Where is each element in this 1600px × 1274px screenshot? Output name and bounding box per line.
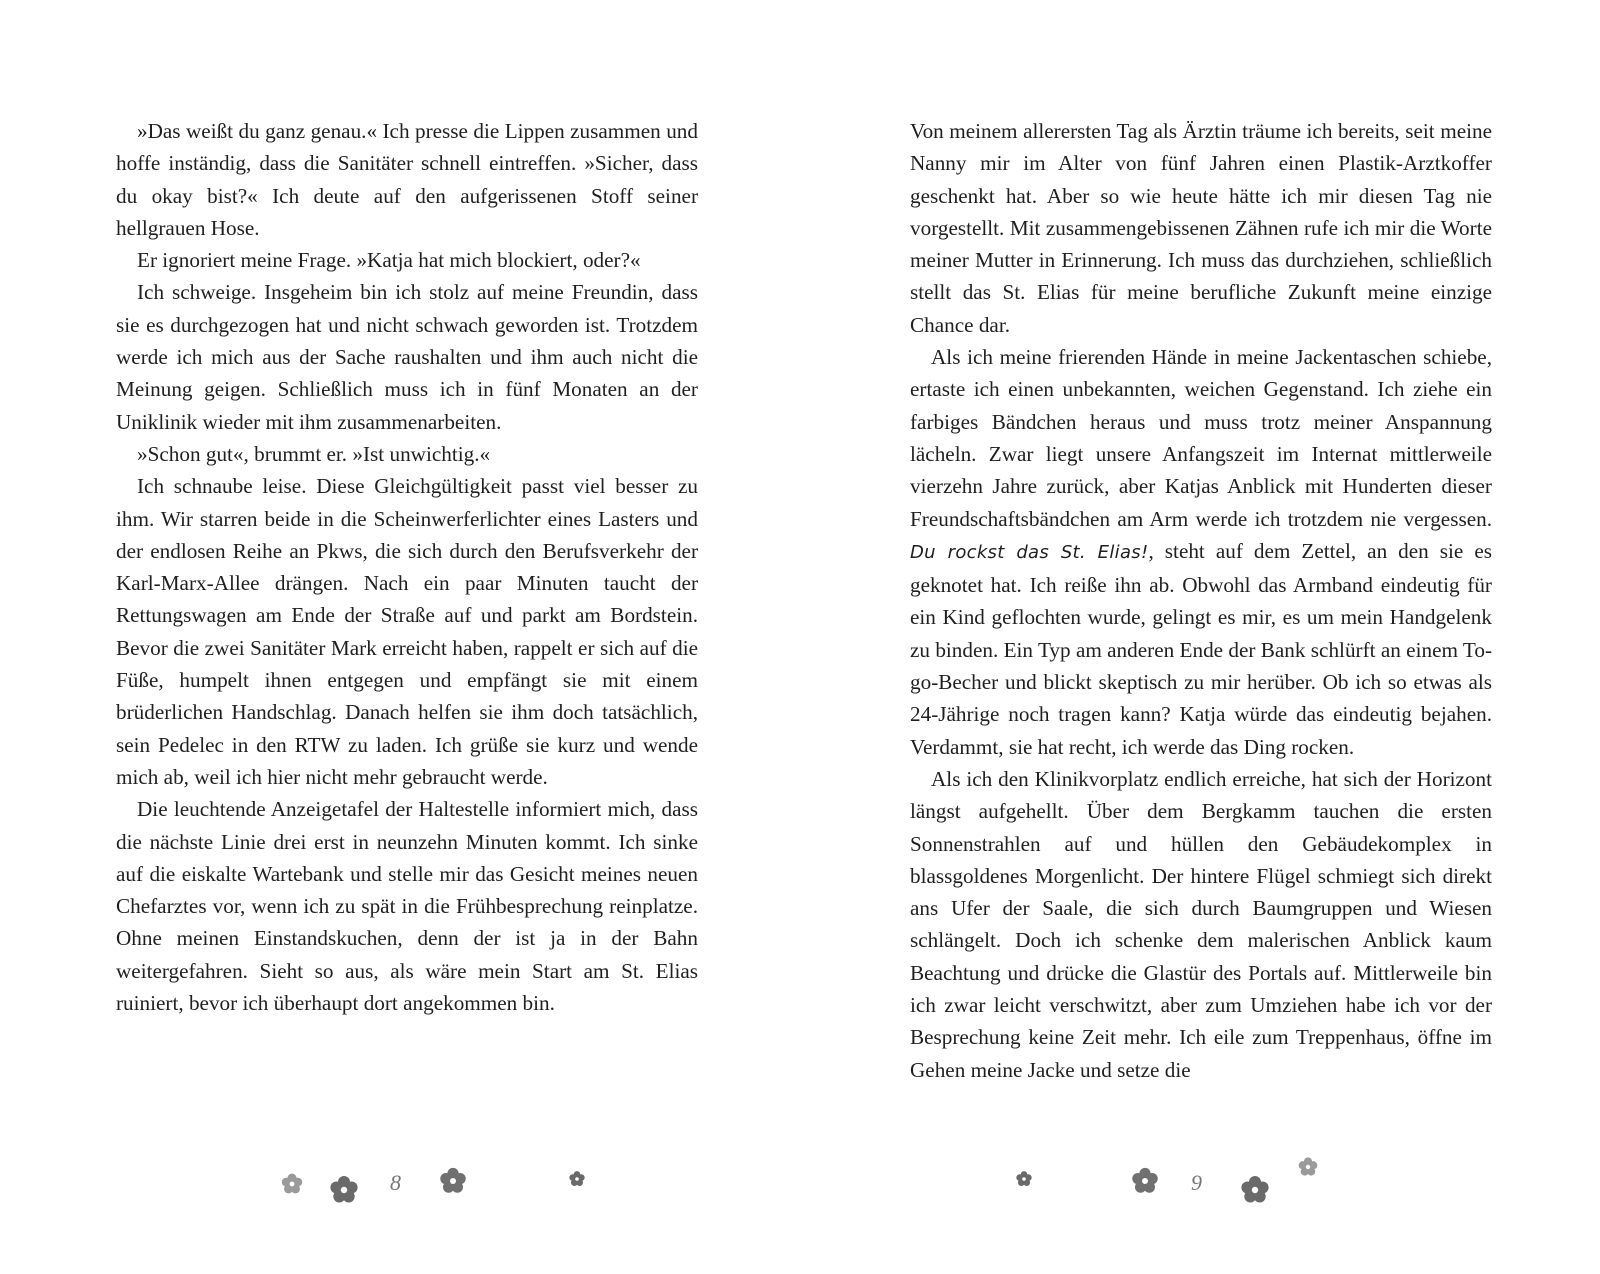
paragraph: Die leuchtende Anzeigetafel der Haltestelle informiert mich, dass die nächste Linie drei erst in neunzehn Minuten kommt. Ich sinke auf die eiskalte Wartebank und stelle mir das Gesicht meines neuen Chefarztes vor, wenn ich zu spät in die Frühbesprechung reinplatze. Ohne meinen Einstandskuchen, denn der ist ja in der Bahn weitergefahren. Sieht so aus, als wäre mein Start am St. Elias ruiniert, bevor ich überhaupt dort angekommen bin. xyxy=(116,797,698,1016)
paragraph-text: Als ich meine frierenden Hände in meine Jackentaschen schiebe, ertaste ich einen unbekannten, weichen Gegenstand. Ich ziehe ein farbiges Bändchen heraus und muss trotz meiner Anspannung lächeln. Zwar liegt unsere Anfangszeit im Internat mittlerweile vierzehn Jahre zurück, aber Katjas Anblick mit Hunderten dieser Freundschaftsbändchen am Arm werde ich trotzdem nie vergessen. xyxy=(910,345,1492,531)
left-page-footer xyxy=(270,1170,630,1240)
flower-icon xyxy=(438,1166,468,1201)
paragraph: Als ich den Klinikvorplatz endlich erreiche, hat sich der Horizont längst aufgehellt. Über dem Bergkamm tauchen die ersten Sonnenstrahlen auf und hüllen den Gebäudekomplex in blassgoldenes Morgenlicht. Der hintere Flügel schmiegt sich direkt ans Ufer der Saale, die sich durch Baumgruppen und Wiesen schlängelt. Doch ich schenke dem malerischen Anblick kaum Beachtung und drücke die Glastür des Portals auf. Mittlerweile bin ich zwar leicht verschwitzt, aber zum Umziehen habe ich vor der Besprechung keine Zeit mehr. Ich eile zum Treppenhaus, öffne im Gehen meine Jacke und setze die xyxy=(910,766,1492,1082)
flower-icon xyxy=(280,1172,304,1201)
right-page xyxy=(910,115,1492,1086)
flower-icon xyxy=(568,1170,586,1193)
paragraph: Ich schweige. Insgeheim bin ich stolz auf meine Freundin, dass sie es durchgezogen hat und nicht schwach geworden ist. Trotzdem werde ich mich aus der Sache raushalten und ihm auch nicht die Meinung geigen. Schließlich muss ich in fünf Monaten an der Uniklinik wieder mit ihm zusammenarbeiten. xyxy=(116,280,698,434)
flower-icon xyxy=(1239,1174,1271,1211)
paragraph: »Das weißt du ganz genau.« Ich presse die Lippen zusammen und hoffe inständig, dass die Sanitäter schnell eintreffen. »Sicher, dass du okay bist?« Ich deute auf den aufgerissenen Stoff seiner hellgrauen Hose. xyxy=(116,119,698,240)
right-page-footer xyxy=(995,1170,1335,1240)
left-page xyxy=(116,115,698,1019)
paragraph: »Schon gut«, brummt er. »Ist unwichtig.« xyxy=(137,441,491,466)
paragraph-with-note xyxy=(910,341,1492,763)
paragraph: Von meinem allerersten Tag als Ärztin träume ich bereits, seit meine Nanny mir im Alter von fünf Jahren einen Plastik-Arztkoffer geschenkt hat. Aber so wie heute hätte ich mir diesen Tag nie vorgestellt. Mit zusammengebissenen Zähnen rufe ich mir die Worte meiner Mutter in Erinnerung. Ich muss das durchziehen, schließlich stellt das St. Elias für meine berufliche Zukunft meine einzige Chance dar. xyxy=(910,119,1492,337)
flower-icon xyxy=(328,1174,360,1211)
paragraph: Ich schnaube leise. Diese Gleichgültigkeit passt viel besser zu ihm. Wir starren beide in die Scheinwerferlichter eines Lasters und der endlosen Reihe an Pkws, die sich durch den Berufsverkehr der Karl-Marx-Allee drängen. Nach ein paar Minuten taucht der Rettungswagen am Ende der Straße auf und parkt am Bordstein. Bevor die zwei Sanitäter Mark erreicht haben, rappelt er sich auf die Füße, humpelt ihnen entgegen und empfängt sie mit einem brüderlichen Handschlag. Danach helfen sie ihm doch tatsächlich, sein Pedelec in den RTW zu laden. Ich grüße sie kurz und wende mich ab, weil ich hier nicht mehr gebraucht werde. xyxy=(116,474,698,789)
flower-icon xyxy=(1015,1170,1033,1193)
flower-icon xyxy=(1130,1166,1160,1201)
page-number: 8 xyxy=(390,1170,401,1195)
flower-icon xyxy=(1297,1156,1319,1183)
paragraph: Er ignoriert meine Frage. »Katja hat mich blockiert, oder?« xyxy=(137,248,641,273)
handwritten-note: Du rockst das St. Elias! xyxy=(910,541,1149,563)
page-number: 9 xyxy=(1191,1170,1202,1195)
paragraph-text: , steht auf dem Zettel, an den sie es geknotet hat. Ich reiße ihn ab. Obwohl das Armband eindeutig für ein Kind geflochten wurde, gelingt es mir, es um mein Handgelenk zu binden. Ein Typ am anderen Ende der Bank schlürft an einem To-go-Becher und blickt skeptisch zu mir herüber. Ob ich so etwas als 24-Jährige noch tragen kann? Katja würde das eindeutig bejahen. Verdammt, sie hat recht, ich werde das Ding rocken. xyxy=(910,538,1493,759)
